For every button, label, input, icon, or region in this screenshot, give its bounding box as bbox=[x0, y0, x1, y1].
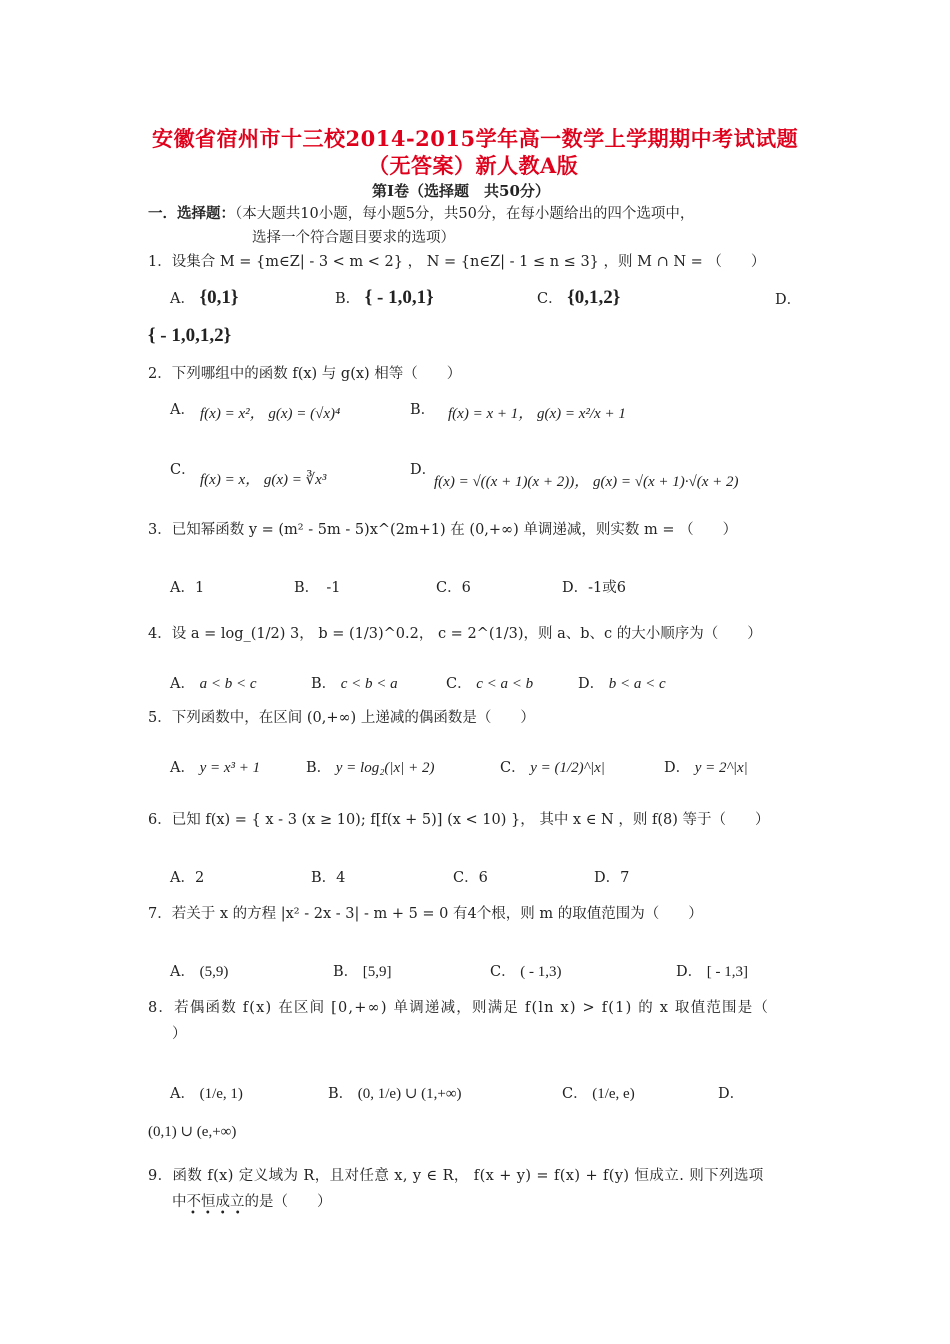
q5-a-label: A． bbox=[170, 760, 195, 776]
q8-option-a bbox=[170, 1084, 243, 1104]
q3-stem: 3．已知幂函数 y = (m² - 5m - 5)x^(2m+1) 在 (0,+∞) 单调递减，则实数 m = （ ） bbox=[148, 522, 738, 538]
q1-c-label: C． bbox=[537, 291, 563, 307]
q7-d-value: [ - 1,3] bbox=[706, 964, 748, 980]
q8-stem-line1: 8．若偶函数 f(x) 在区间 [0,+∞) 单调递减，则满足 f(ln x) > f(1) 的 x 取值范围是（ bbox=[148, 1000, 770, 1016]
q5-b-label: B． bbox=[306, 760, 332, 776]
section-title: 一．选择题： bbox=[148, 205, 235, 222]
q2-stem: 2．下列哪组中的函数 f(x) 与 g(x) 相等（ ） bbox=[148, 366, 462, 382]
q8-c-value: (1/e, e) bbox=[592, 1086, 635, 1102]
q5-option-c bbox=[500, 758, 605, 778]
q3-option-a: A．1 bbox=[170, 580, 205, 596]
q4-option-b bbox=[311, 674, 398, 694]
q7-option-d bbox=[676, 962, 748, 982]
q3-option-d: D．-1或6 bbox=[562, 580, 626, 596]
q7-d-label: D． bbox=[676, 964, 703, 980]
q4-option-c bbox=[446, 674, 533, 694]
q4-c-value: c < a < b bbox=[476, 676, 534, 692]
q8-b-value: (0, 1/e) ∪ (1,+∞) bbox=[357, 1086, 462, 1102]
q4-stem: 4．设 a = log_(1/2) 3， b = (1/3)^0.2， c = 2^(1/3)，则 a、b、c 的大小顺序为（ ） bbox=[148, 626, 762, 642]
section-instruction-2: 选择一个符合题目要求的选项） bbox=[252, 230, 455, 246]
q6-option-c: C．6 bbox=[453, 870, 488, 886]
q6-stem: 6．已知 f(x) = { x - 3 (x ≥ 10); f[f(x + 5)] (x < 10) }， 其中 x ∈ N ，则 f(8) 等于（ ） bbox=[148, 812, 770, 828]
q8-a-label: A． bbox=[170, 1086, 195, 1102]
document-title-line1: 安徽省宿州市十三校2014-2015学年高一数学上学期期中考试试题 bbox=[152, 126, 799, 151]
q9-stem-line2: 中不恒成立的是（ ） bbox=[172, 1194, 332, 1210]
q1-stem: 1．设集合 M = {m∈Z| - 3 < m < 2} ， N = {n∈Z| - 1 ≤ n ≤ 3} ，则 M ∩ N = （ ） bbox=[148, 254, 766, 270]
q1-option-c bbox=[537, 288, 620, 309]
q9-stem-line1: 9．函数 f(x) 定义域为 R，且对任意 x, y ∈ R， f(x + y) = f(x) + f(y) 恒成立. 则下列选项 bbox=[148, 1168, 764, 1184]
q4-d-value: b < a < c bbox=[608, 676, 666, 692]
q7-option-b bbox=[333, 962, 392, 982]
q7-option-c bbox=[490, 962, 561, 982]
q7-b-value: [5,9] bbox=[362, 964, 392, 980]
q5-d-value: y = 2^|x| bbox=[694, 760, 748, 776]
q8-a-value: (1/e, 1) bbox=[199, 1086, 243, 1102]
q3-option-c: C．6 bbox=[436, 580, 471, 596]
q7-a-label: A． bbox=[170, 964, 195, 980]
q8-stem-line2: ） bbox=[172, 1026, 187, 1042]
q4-a-value: a < b < c bbox=[199, 676, 257, 692]
q8-d-value: (0,1) ∪ (e,+∞) bbox=[148, 1124, 237, 1140]
q4-c-label: C． bbox=[446, 676, 472, 692]
q6-option-b: B．4 bbox=[311, 870, 346, 886]
q8-b-label: B． bbox=[328, 1086, 354, 1102]
q5-d-label: D． bbox=[664, 760, 691, 776]
q1-d-value: { - 1,0,1,2} bbox=[148, 325, 232, 346]
q1-b-label: B． bbox=[335, 291, 361, 307]
q2-a-label: A． bbox=[170, 402, 195, 418]
q8-c-label: C． bbox=[562, 1086, 588, 1102]
q2-c-label: C． bbox=[170, 462, 196, 478]
q6-option-a: A．2 bbox=[170, 870, 205, 886]
q7-option-a bbox=[170, 962, 228, 982]
q4-option-a bbox=[170, 674, 257, 694]
q7-c-label: C． bbox=[490, 964, 516, 980]
q9-emphasis-dots: •••• bbox=[190, 1208, 250, 1219]
q2-b-label: B． bbox=[410, 402, 436, 418]
q1-d-label: D． bbox=[775, 292, 802, 308]
q2-d-label: D． bbox=[410, 462, 437, 478]
q7-a-value: (5,9) bbox=[199, 964, 229, 980]
section-instruction-1: （本大题共10小题，每小题5分，共50分，在每小题给出的四个选项中， bbox=[235, 206, 695, 222]
q2-a-value: f(x) = x²， g(x) = (√x)⁴ bbox=[200, 406, 341, 422]
q5-option-a bbox=[170, 758, 260, 778]
q7-b-label: B． bbox=[333, 964, 359, 980]
q2-c-value: f(x) = x， g(x) = ∛x³ bbox=[200, 472, 327, 488]
q5-stem: 5．下列函数中，在区间 (0,+∞) 上递减的偶函数是（ ） bbox=[148, 710, 535, 726]
q2-d-value: f(x) = √((x + 1)(x + 2))， g(x) = √(x + 1)·√(x + 2) bbox=[434, 474, 739, 490]
q1-option-b bbox=[335, 288, 434, 309]
q6-option-d: D．7 bbox=[594, 870, 630, 886]
q2-b-value: f(x) = x + 1， g(x) = x²/x + 1 bbox=[448, 406, 626, 422]
document-title-line2: （无答案）新人教A版 bbox=[368, 153, 579, 178]
q5-option-b bbox=[306, 758, 434, 778]
q5-b-value: y = log₂(|x| + 2) bbox=[335, 760, 435, 776]
q4-option-d bbox=[578, 674, 666, 694]
q8-option-b bbox=[328, 1084, 462, 1104]
q1-a-label: A． bbox=[170, 291, 195, 307]
q5-c-value: y = (1/2)^|x| bbox=[530, 760, 605, 776]
q4-d-label: D． bbox=[578, 676, 605, 692]
q1-b-value: { - 1,0,1} bbox=[364, 287, 434, 308]
q4-a-label: A． bbox=[170, 676, 195, 692]
q4-b-label: B． bbox=[311, 676, 337, 692]
q5-c-label: C． bbox=[500, 760, 526, 776]
q7-c-value: ( - 1,3) bbox=[520, 964, 562, 980]
q4-b-value: c < b < a bbox=[340, 676, 398, 692]
volume-heading: 第Ⅰ卷（选择题 共50分） bbox=[372, 182, 550, 200]
q5-option-d bbox=[664, 758, 748, 778]
q1-a-value: {0,1} bbox=[199, 287, 239, 308]
q8-d-label: D． bbox=[718, 1086, 745, 1102]
q1-option-a bbox=[170, 288, 238, 309]
section-heading bbox=[148, 204, 694, 224]
q1-c-value: {0,1,2} bbox=[567, 287, 621, 308]
q8-option-c bbox=[562, 1084, 635, 1104]
q7-stem: 7．若关于 x 的方程 |x² - 2x - 3| - m + 5 = 0 有4个根，则 m 的取值范围为（ ） bbox=[148, 906, 703, 922]
q3-option-b: B． -1 bbox=[294, 580, 341, 596]
q5-a-value: y = x³ + 1 bbox=[199, 760, 261, 776]
